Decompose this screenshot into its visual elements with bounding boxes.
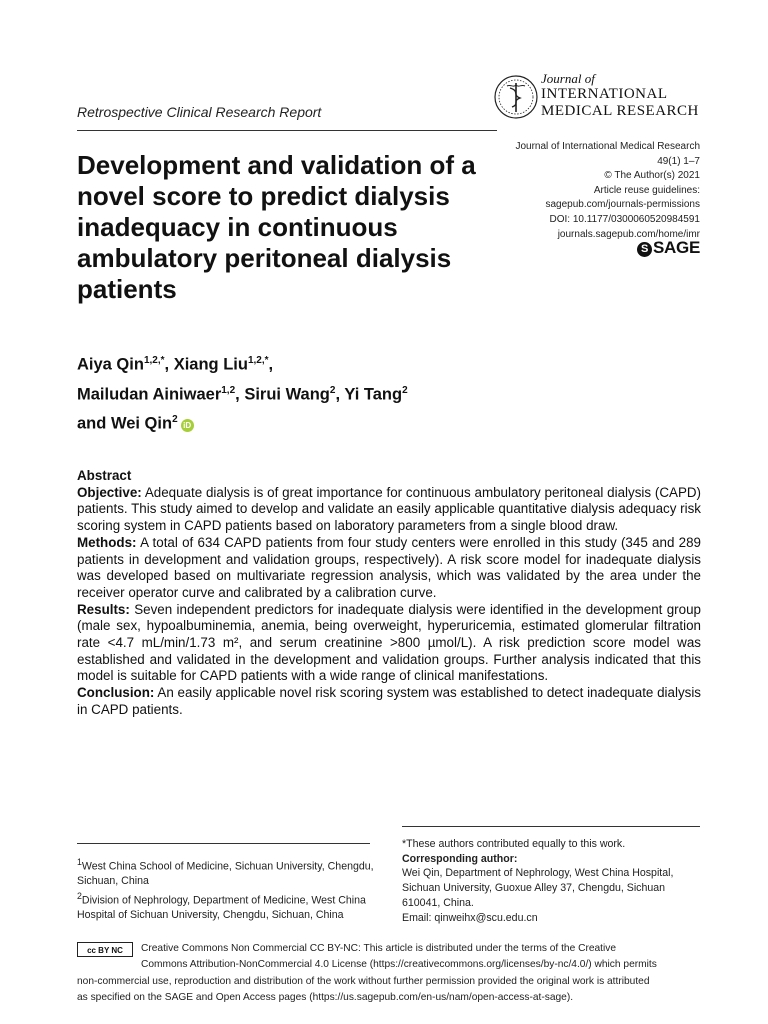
equal-contrib-star: * xyxy=(160,355,165,366)
affiliation-sup: 1 xyxy=(77,857,82,867)
affiliation-sup: 2 xyxy=(77,890,82,901)
header-divider xyxy=(77,130,497,131)
affiliations xyxy=(77,855,377,923)
author-conjunction: and xyxy=(77,414,107,433)
corresponding-author-address: Wei Qin, Department of Nephrology, West China Hospital, Sichuan University, Guoxue Alley 37, Chengdu, Sichuan 610041, China. xyxy=(402,867,674,909)
author-name: Xiang Liu xyxy=(173,355,248,374)
orcid-icon[interactable]: iD xyxy=(181,419,194,432)
author-name: Mailudan Ainiwaer xyxy=(77,385,222,403)
author-affil-sup: 1,2 xyxy=(221,384,236,396)
conclusion-label: Conclusion: xyxy=(77,685,155,701)
corresponding-author-label: Corresponding author: xyxy=(402,852,518,865)
journal-wordmark xyxy=(541,72,699,120)
abstract-objective xyxy=(77,485,701,535)
corresponding-author-email[interactable]: Email: qinweihx@scu.edu.cn xyxy=(402,911,538,924)
meta-doi[interactable]: DOI: 10.1177/0300060520984591 xyxy=(549,213,700,225)
meta-journal-name: Journal of International Medical Research xyxy=(515,141,700,152)
author-affil-sup: 2 xyxy=(172,414,178,425)
abstract-conclusion xyxy=(77,685,701,718)
cc-license-icon[interactable]: cc BY NC xyxy=(77,942,133,957)
methods-text: A total of 634 CAPD patients from four study centers were enrolled in this study (345 and 289 patients in development and validation groups, respectively). A risk score model for inadequate dialysis was developed based on multivariate regression analysis, which was validated by the area under the receiver operator curve and calibrated by a calibration curve. xyxy=(77,534,702,600)
objective-text: Adequate dialysis is of great importance for continuous ambulatory peritoneal dialysis (CAPD) patients. This study aimed to develop and validate an easily applicable quantitative dialysis adequacy risk scoring system in CAPD patients based on laboratory parameters from a single blood draw. xyxy=(77,484,701,534)
meta-volume: 49(1) 1–7 xyxy=(657,155,700,167)
logo-line-3: MEDICAL RESEARCH xyxy=(541,103,699,119)
article-title: Development and validation of a novel score to predict dialysis inadequacy in continuous ambulatory peritoneal dialysis patients xyxy=(77,150,476,304)
author-affil-sup: 1,2, xyxy=(143,355,161,366)
logo-line-1: Journal of xyxy=(541,71,595,86)
abstract xyxy=(77,468,701,719)
license-line-2: Commons Attribution-NonCommercial 4.0 License (https://creativecommons.org/licenses/by-nc/4.0/) which permits xyxy=(141,959,657,971)
license-line-3: non-commercial use, reproduction and distribution of the work without further permission provided the original work is attributed xyxy=(77,975,650,987)
meta-permissions-link[interactable]: sagepub.com/journals-permissions xyxy=(545,199,700,211)
results-label: Results: xyxy=(77,601,130,617)
license-line-1: Creative Commons Non Commercial CC BY-NC: This article is distributed under the terms of the Creative xyxy=(141,943,617,954)
meta-journal-link[interactable]: journals.sagepub.com/home/imr xyxy=(557,228,700,240)
meta-copyright: © The Author(s) 2021 xyxy=(604,170,700,182)
methods-label: Methods: xyxy=(77,534,137,550)
journal-logo xyxy=(493,72,708,124)
license-block xyxy=(77,941,701,1007)
author-affil-sup: 2 xyxy=(402,384,408,396)
abstract-results xyxy=(77,602,701,686)
affiliation-1 xyxy=(77,855,377,889)
affiliation-text: West China School of Medicine, Sichuan University, Chengdu, Sichuan, China xyxy=(77,860,374,888)
author-list: Aiya Qin$^{1,2,*}$, Xiang Liu$^{1,2,*}$, Mailudan Ainiwaer$^{1,2}$, Sirui Wang$^2$, Yi Tang$^2$ and Wei Qin$^2$ iD xyxy=(77,355,408,433)
correspondence xyxy=(402,837,702,925)
author-name: Sirui Wang xyxy=(244,385,330,403)
journal-seal-icon xyxy=(493,74,539,120)
author-name: Aiya Qin xyxy=(77,355,144,374)
correspondence-divider xyxy=(402,826,700,827)
author-name: Yi Tang xyxy=(344,385,403,403)
author-name: Wei Qin xyxy=(110,414,173,433)
affiliation-divider xyxy=(77,843,370,844)
author-affil-sup: 2 xyxy=(329,384,336,396)
license-line-4: as specified on the SAGE and Open Access pages (https://us.sagepub.com/en-us/nam/open-access-at-sage). xyxy=(77,992,574,1004)
publisher-name: SAGE xyxy=(653,238,700,257)
conclusion-text: An easily applicable novel risk scoring system was established to detect inadequate dialysis in CAPD patients. xyxy=(77,685,702,717)
meta-reuse-label: Article reuse guidelines: xyxy=(593,184,700,196)
affiliation-text: Division of Nephrology, Department of Medicine, West China Hospital of Sichuan University, Chengdu, Sichuan, China xyxy=(77,894,366,922)
objective-label: Objective: xyxy=(77,484,142,500)
equal-contribution-note: *These authors contributed equally to this work. xyxy=(402,838,626,850)
abstract-heading: Abstract xyxy=(77,468,132,483)
equal-contrib-star: * xyxy=(264,355,269,366)
report-type-label: Retrospective Clinical Research Report xyxy=(77,104,322,120)
affiliation-2 xyxy=(77,889,377,923)
results-text: Seven independent predictors for inadequate dialysis were identified in the development group (male sex, hypoalbuminemia, anemia, being overweight, hyperuricemia, estimated glomerular filtration rate <4.7 mL/min/1.73 m², and serum creatinine >800 µmol/L). A risk prediction score model was established and validated in the development and validation groups. Further analysis indicated that this model is suitable for CAPD patients with a wide range of clinical manifestations. xyxy=(77,601,701,684)
abstract-methods xyxy=(77,535,701,602)
author-affil-sup: 1,2, xyxy=(247,355,265,366)
publisher-logo xyxy=(637,238,700,258)
sage-mark-icon: S xyxy=(637,242,652,257)
logo-line-2: INTERNATIONAL xyxy=(541,86,668,102)
